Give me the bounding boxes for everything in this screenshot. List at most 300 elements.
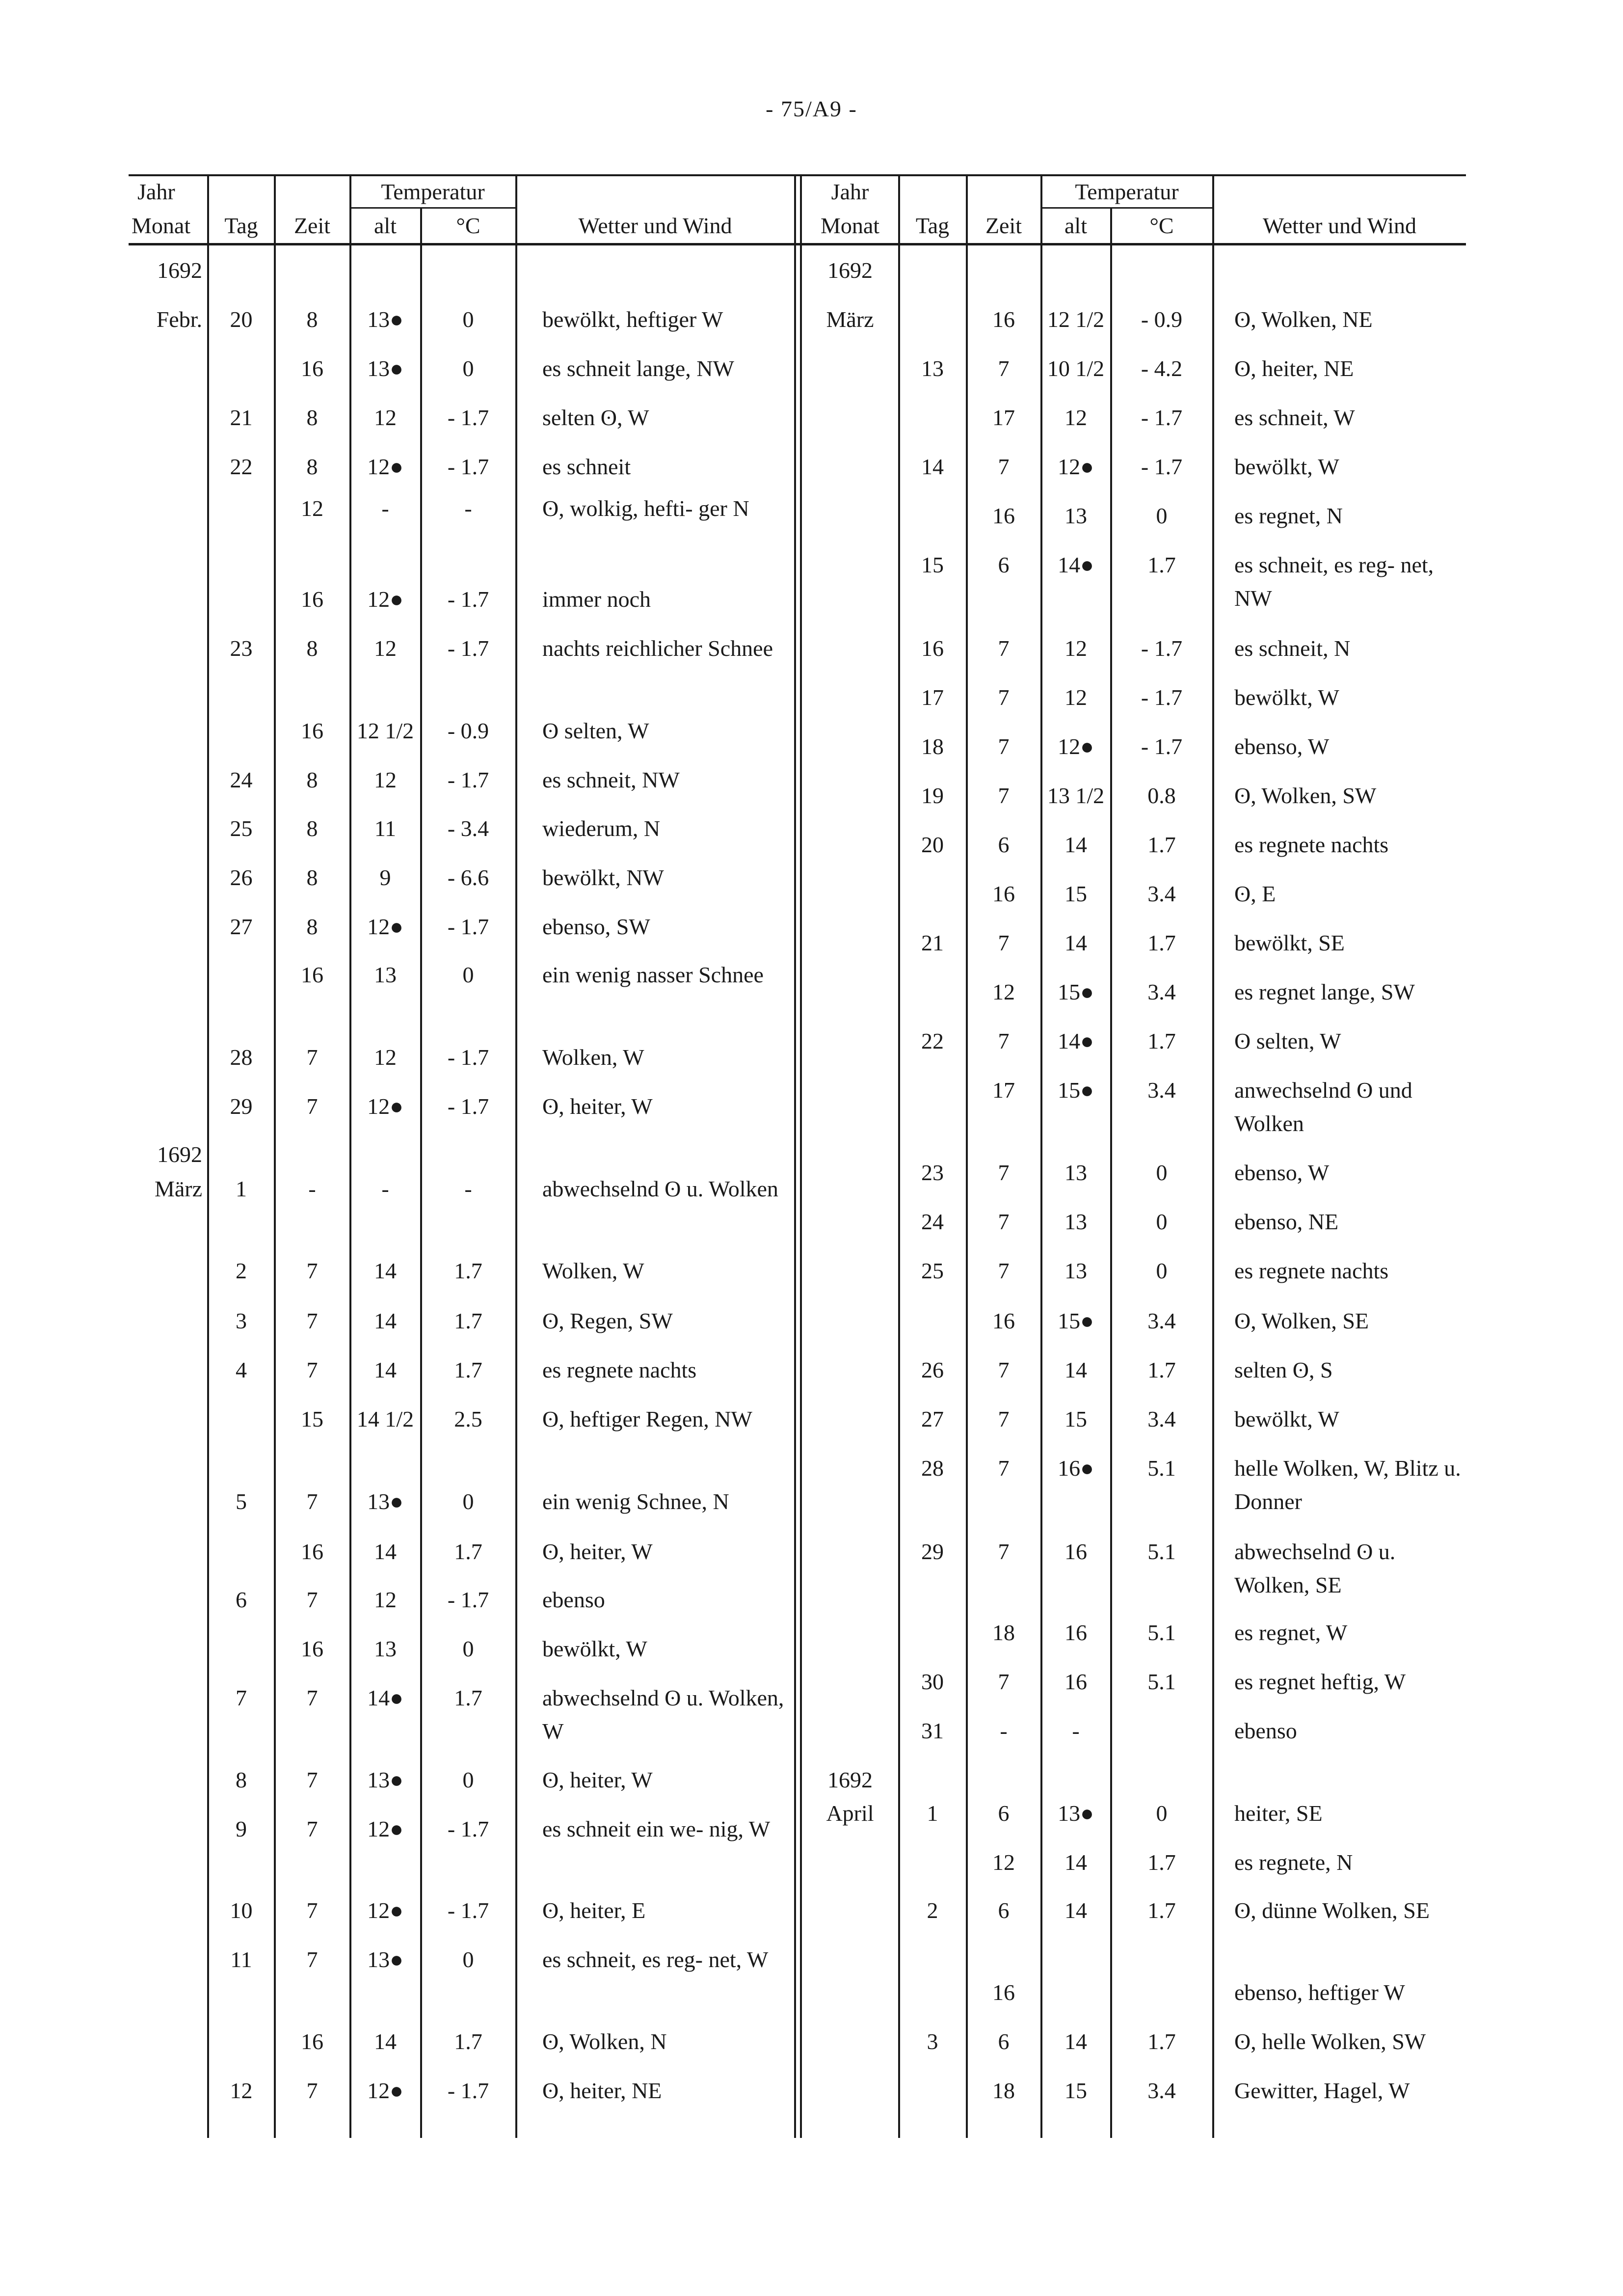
left-wetter-cell: wiederum, N (542, 816, 661, 841)
right-wetter-cell: bewölkt, W (1234, 454, 1339, 479)
right-tag-cell: 23 (921, 1160, 944, 1185)
header-temperatur: Temperatur (1075, 179, 1179, 204)
header-alt: alt (1064, 213, 1087, 238)
header-monat: Monat (132, 213, 191, 238)
right-c-cell: 0.8 (1147, 783, 1176, 808)
left-zeit-cell: 8 (306, 405, 318, 430)
left-wetter-cell: abwechselnd ʘ u. Wolken (542, 1176, 778, 1201)
left-tag-cell: 2 (236, 1258, 247, 1283)
left-zeit-cell: 7 (306, 1816, 318, 1841)
left-alt-cell: 12 (374, 1045, 397, 1070)
left-wetter-cell: es regnete nachts (542, 1357, 697, 1382)
right-c-cell: 1.7 (1147, 1028, 1176, 1053)
right-tag-cell: 19 (921, 783, 944, 808)
right-alt-cell: 16● (1058, 1456, 1094, 1481)
left-zeit-cell: 16 (301, 1636, 323, 1661)
table-divider (800, 175, 802, 2138)
right-c-cell: 5.1 (1147, 1620, 1176, 1645)
left-alt-cell: 12 (374, 1587, 397, 1612)
left-wetter-cell: ʘ, heiter, NE (542, 2078, 662, 2103)
header-jahr: Jahr (137, 179, 175, 204)
right-tag-cell: 18 (921, 734, 944, 759)
left-zeit-cell: 16 (301, 718, 323, 743)
left-tag-cell: 26 (230, 865, 253, 890)
left-tag-cell: 6 (236, 1587, 247, 1612)
right-zeit-cell: 6 (998, 832, 1010, 857)
left-alt-cell: 14 1/2 (356, 1406, 414, 1432)
temperatur-sub-rule-right (1040, 207, 1212, 209)
left-wetter-cell: bewölkt, heftiger W (542, 307, 723, 332)
left-c-cell: - 1.7 (447, 587, 489, 612)
right-tag-cell: 22 (921, 1028, 944, 1053)
right-c-cell: - 4.2 (1141, 356, 1183, 381)
right-c-cell: 3.4 (1147, 2078, 1176, 2103)
left-wetter-cell: es schneit (542, 454, 631, 479)
right-zeit-cell: 7 (998, 685, 1010, 710)
right-tag-cell: 16 (921, 636, 944, 661)
left-tag-cell: 3 (236, 1308, 247, 1333)
right-alt-cell: 13 (1064, 503, 1087, 528)
right-wetter-cell: ʘ, Wolken, NE (1234, 307, 1373, 332)
right-alt-cell: 12● (1058, 454, 1094, 479)
right-wetter-cell: ʘ, dünne Wolken, SE (1234, 1898, 1430, 1923)
left-alt-cell: 12● (367, 1094, 403, 1119)
header-wetter: Wetter und Wind (578, 213, 732, 238)
right-zeit-cell: 7 (998, 356, 1010, 381)
left-wetter-cell: ʘ, heiter, W (542, 1539, 653, 1564)
left-monat-cell: Febr. (156, 307, 202, 332)
right-alt-cell: 15● (1058, 1308, 1094, 1333)
left-zeit-cell: 8 (306, 816, 318, 841)
left-alt-cell: 12 (374, 636, 397, 661)
left-zeit-cell: 7 (306, 2078, 318, 2103)
right-wetter-cell: es regnete, N (1234, 1850, 1353, 1875)
right-alt-cell: 13 1/2 (1047, 783, 1105, 808)
right-c-cell: 0 (1156, 1209, 1168, 1234)
right-wetter-cell: bewölkt, W (1234, 685, 1339, 710)
left-wetter-cell: abwechselnd ʘ u. Wolken, W (542, 1685, 784, 1744)
left-wetter-cell: ʘ, Wolken, N (542, 2029, 667, 2054)
left-wetter-cell: ʘ, Regen, SW (542, 1308, 673, 1333)
left-alt-cell: 13● (367, 1489, 403, 1514)
right-monat-cell: April (826, 1801, 874, 1826)
left-zeit-cell: 12 (301, 496, 323, 521)
right-zeit-cell: 12 (992, 979, 1015, 1004)
right-tag-cell: 2 (927, 1898, 938, 1923)
left-alt-cell: 13● (367, 356, 403, 381)
right-zeit-cell: 7 (998, 734, 1010, 759)
right-tag-cell: 28 (921, 1456, 944, 1481)
left-c-cell: 1.7 (454, 1258, 482, 1283)
left-wetter-cell: ʘ, heiter, E (542, 1898, 646, 1923)
left-alt-cell: 11 (374, 816, 397, 841)
header-wetter: Wetter und Wind (1263, 213, 1416, 238)
left-c-cell: - 1.7 (447, 1094, 489, 1119)
header-temperatur: Temperatur (381, 179, 485, 204)
left-zeit-cell: 16 (301, 2029, 323, 2054)
left-alt-cell: - (381, 1176, 389, 1201)
right-wetter-cell: ebenso, W (1234, 1160, 1330, 1185)
right-tag-cell: 3 (927, 2029, 938, 2054)
left-zeit-cell: 16 (301, 1539, 323, 1564)
left-tag-cell: 7 (236, 1685, 247, 1710)
right-c-cell: 3.4 (1147, 1308, 1176, 1333)
left-zeit-cell: 8 (306, 307, 318, 332)
left-wetter-cell: ebenso (542, 1587, 605, 1612)
right-zeit-cell: 16 (992, 503, 1015, 528)
right-c-cell: - 1.7 (1141, 734, 1183, 759)
left-wetter-cell: ein wenig Schnee, N (542, 1489, 729, 1514)
left-zeit-cell: 16 (301, 587, 323, 612)
right-alt-cell: 12● (1058, 734, 1094, 759)
left-c-cell: 0 (462, 307, 474, 332)
right-tag-cell: 30 (921, 1669, 944, 1694)
right-wetter-cell: ʘ, E (1234, 881, 1276, 906)
left-alt-cell: 14 (374, 2029, 397, 2054)
right-zeit-cell: 12 (992, 1850, 1015, 1875)
right-alt-cell: 14● (1058, 552, 1094, 577)
right-zeit-cell: 16 (992, 1980, 1015, 2005)
right-alt-cell: 15 (1064, 881, 1087, 906)
right-zeit-cell: 7 (998, 1357, 1010, 1382)
right-c-cell: 1.7 (1147, 1898, 1176, 1923)
left-tag-cell: 27 (230, 914, 253, 939)
right-wetter-cell: es regnet, N (1234, 503, 1343, 528)
left-wetter-cell: es schneit ein we- nig, W (542, 1816, 771, 1841)
left-zeit-cell: 16 (301, 356, 323, 381)
right-zeit-cell: 7 (998, 1456, 1010, 1481)
left-alt-cell: 12 (374, 405, 397, 430)
right-wetter-cell: heiter, SE (1234, 1801, 1323, 1826)
right-zeit-cell: 7 (998, 930, 1010, 955)
left-wetter-cell: Wolken, W (542, 1258, 644, 1283)
left-c-cell: 1.7 (454, 1357, 482, 1382)
left-wetter-cell: ʘ, heiter, W (542, 1094, 653, 1119)
right-wetter-cell: ebenso, W (1234, 734, 1330, 759)
right-alt-cell: 16 (1064, 1539, 1087, 1564)
left-wetter-cell: bewölkt, W (542, 1636, 647, 1661)
right-wetter-cell: es regnet heftig, W (1234, 1669, 1406, 1694)
header-zeit: Zeit (293, 213, 331, 238)
left-monat-cell: 1692 (157, 1142, 202, 1167)
left-alt-cell: 13 (374, 1636, 397, 1661)
table-top-rule (129, 174, 1466, 176)
right-wetter-cell: helle Wolken, W, Blitz u. Donner (1234, 1456, 1461, 1514)
left-c-cell: 0 (462, 962, 474, 987)
right-alt-cell: 14 (1064, 930, 1087, 955)
right-wetter-cell: ebenso, NE (1234, 1209, 1339, 1234)
right-tag-cell: 27 (921, 1406, 944, 1432)
right-alt-cell: 12 (1064, 685, 1087, 710)
right-c-cell: 0 (1156, 1258, 1168, 1283)
header-zeit: Zeit (985, 213, 1022, 238)
col-rule (1212, 175, 1214, 2138)
left-c-cell: 2.5 (454, 1406, 482, 1432)
left-alt-cell: 14● (367, 1685, 403, 1710)
right-zeit-cell: 6 (998, 2029, 1010, 2054)
left-zeit-cell: 7 (306, 1947, 318, 1972)
right-zeit-cell: 7 (998, 1539, 1010, 1564)
left-zeit-cell: 7 (306, 1094, 318, 1119)
left-c-cell: 0 (462, 1947, 474, 1972)
header-monat: Monat (820, 213, 880, 238)
left-alt-cell: 14 (374, 1539, 397, 1564)
left-alt-cell: - (381, 496, 389, 521)
left-zeit-cell: 8 (306, 914, 318, 939)
right-wetter-cell: ʘ selten, W (1234, 1028, 1341, 1053)
right-alt-cell: 14 (1064, 832, 1087, 857)
left-alt-cell: 12 (374, 767, 397, 792)
left-zeit-cell: 7 (306, 1045, 318, 1070)
left-zeit-cell: 7 (306, 1308, 318, 1333)
left-c-cell: - 1.7 (447, 914, 489, 939)
left-tag-cell: 28 (230, 1045, 253, 1070)
right-c-cell: 1.7 (1147, 1357, 1176, 1382)
left-wetter-cell: ein wenig nasser Schnee (542, 962, 764, 987)
left-alt-cell: 13● (367, 1767, 403, 1792)
right-alt-cell: 15● (1058, 1078, 1094, 1103)
left-wetter-cell: Wolken, W (542, 1045, 644, 1070)
right-zeit-cell: 16 (992, 307, 1015, 332)
right-tag-cell: 25 (921, 1258, 944, 1283)
left-c-cell: - 0.9 (447, 718, 489, 743)
left-c-cell: 1.7 (454, 2029, 482, 2054)
right-c-cell: - 1.7 (1141, 405, 1183, 430)
left-zeit-cell: 7 (306, 1258, 318, 1283)
right-c-cell: - 1.7 (1141, 454, 1183, 479)
right-c-cell: - 1.7 (1141, 685, 1183, 710)
right-zeit-cell: 7 (998, 454, 1010, 479)
right-c-cell: 1.7 (1147, 552, 1176, 577)
left-alt-cell: 12● (367, 587, 403, 612)
left-alt-cell: 12 1/2 (356, 718, 414, 743)
right-zeit-cell: 7 (998, 1258, 1010, 1283)
left-monat-cell: März (154, 1176, 202, 1201)
left-zeit-cell: 7 (306, 1357, 318, 1382)
right-c-cell: 3.4 (1147, 881, 1176, 906)
left-zeit-cell: - (308, 1176, 316, 1201)
right-tag-cell: 24 (921, 1209, 944, 1234)
right-wetter-cell: es schneit, W (1234, 405, 1355, 430)
right-wetter-cell: es schneit, es reg- net, NW (1234, 552, 1434, 611)
left-c-cell: - 1.7 (447, 1816, 489, 1841)
left-c-cell: - 3.4 (447, 816, 489, 841)
right-alt-cell: - (1072, 1718, 1080, 1743)
left-alt-cell: 14 (374, 1308, 397, 1333)
right-zeit-cell: 7 (998, 1160, 1010, 1185)
header-tag: Tag (915, 213, 950, 238)
right-c-cell: - 1.7 (1141, 636, 1183, 661)
left-wetter-cell: ʘ, heftiger Regen, NW (542, 1406, 752, 1432)
right-alt-cell: 14 (1064, 2029, 1087, 2054)
left-zeit-cell: 7 (306, 1767, 318, 1792)
right-zeit-cell: - (1000, 1718, 1008, 1743)
right-tag-cell: 15 (921, 552, 944, 577)
left-tag-cell: 4 (236, 1357, 247, 1382)
right-wetter-cell: es regnet lange, SW (1234, 979, 1415, 1004)
right-alt-cell: 14 (1064, 1357, 1087, 1382)
left-c-cell: 0 (462, 1767, 474, 1792)
header-bottom-rule (129, 243, 1466, 245)
left-zeit-cell: 15 (301, 1406, 323, 1432)
left-tag-cell: 22 (230, 454, 253, 479)
header-celsius: °C (456, 213, 480, 238)
left-alt-cell: 12● (367, 1898, 403, 1923)
right-wetter-cell: ʘ, helle Wolken, SW (1234, 2029, 1426, 2054)
left-tag-cell: 25 (230, 816, 253, 841)
left-c-cell: - 1.7 (447, 1587, 489, 1612)
page-number: - 75/A9 - (766, 96, 857, 121)
right-c-cell: 3.4 (1147, 1078, 1176, 1103)
header-tag: Tag (224, 213, 258, 238)
right-tag-cell: 20 (921, 832, 944, 857)
table-divider (794, 175, 796, 2138)
left-tag-cell: 20 (230, 307, 253, 332)
right-c-cell: 1.7 (1147, 832, 1176, 857)
left-alt-cell: 14 (374, 1357, 397, 1382)
right-wetter-cell: bewölkt, SE (1234, 930, 1345, 955)
right-tag-cell: 21 (921, 930, 944, 955)
right-zeit-cell: 7 (998, 1028, 1010, 1053)
right-c-cell: 5.1 (1147, 1456, 1176, 1481)
right-tag-cell: 17 (921, 685, 944, 710)
right-alt-cell: 13 (1064, 1258, 1087, 1283)
left-tag-cell: 5 (236, 1489, 247, 1514)
right-wetter-cell: bewölkt, W (1234, 1406, 1339, 1432)
right-c-cell: 5.1 (1147, 1539, 1176, 1564)
right-zeit-cell: 17 (992, 1078, 1015, 1103)
left-zeit-cell: 7 (306, 1587, 318, 1612)
right-wetter-cell: ebenso, heftiger W (1234, 1980, 1405, 2005)
left-c-cell: 1.7 (454, 1685, 482, 1710)
right-wetter-cell: ʘ, Wolken, SW (1234, 783, 1377, 808)
right-c-cell: 1.7 (1147, 1850, 1176, 1875)
left-alt-cell: 13● (367, 1947, 403, 1972)
right-tag-cell: 1 (927, 1801, 938, 1826)
right-alt-cell: 15● (1058, 979, 1094, 1004)
left-c-cell: - 1.7 (447, 1898, 489, 1923)
header-celsius: °C (1149, 213, 1174, 238)
right-zeit-cell: 18 (992, 2078, 1015, 2103)
right-zeit-cell: 6 (998, 552, 1010, 577)
left-tag-cell: 1 (236, 1176, 247, 1201)
right-c-cell: - 0.9 (1141, 307, 1183, 332)
right-wetter-cell: es regnet, W (1234, 1620, 1348, 1645)
right-alt-cell: 15 (1064, 2078, 1087, 2103)
left-c-cell: - (464, 496, 472, 521)
right-monat-cell: 1692 (827, 258, 873, 283)
left-c-cell: - 1.7 (447, 405, 489, 430)
right-zeit-cell: 6 (998, 1898, 1010, 1923)
right-monat-cell: 1692 (827, 1767, 873, 1792)
left-tag-cell: 10 (230, 1898, 253, 1923)
left-zeit-cell: 7 (306, 1685, 318, 1710)
left-zeit-cell: 7 (306, 1489, 318, 1514)
right-alt-cell: 13● (1058, 1801, 1094, 1826)
left-alt-cell: 9 (379, 865, 391, 890)
right-tag-cell: 31 (921, 1718, 944, 1743)
left-wetter-cell: bewölkt, NW (542, 865, 664, 890)
right-zeit-cell: 7 (998, 783, 1010, 808)
left-c-cell: - 1.7 (447, 636, 489, 661)
right-c-cell: 1.7 (1147, 930, 1176, 955)
left-c-cell: 0 (462, 1636, 474, 1661)
left-c-cell: - (464, 1176, 472, 1201)
right-wetter-cell: Gewitter, Hagel, W (1234, 2078, 1410, 2103)
right-tag-cell: 13 (921, 356, 944, 381)
left-wetter-cell: es schneit lange, NW (542, 356, 734, 381)
left-wetter-cell: ebenso, SW (542, 914, 650, 939)
right-alt-cell: 16 (1064, 1669, 1087, 1694)
right-zeit-cell: 7 (998, 1209, 1010, 1234)
left-c-cell: - 6.6 (447, 865, 489, 890)
left-c-cell: - 1.7 (447, 454, 489, 479)
left-tag-cell: 29 (230, 1094, 253, 1119)
header-jahr: Jahr (831, 179, 869, 204)
left-tag-cell: 21 (230, 405, 253, 430)
left-alt-cell: 12● (367, 1816, 403, 1841)
left-tag-cell: 8 (236, 1767, 247, 1792)
left-tag-cell: 24 (230, 767, 253, 792)
left-wetter-cell: ʘ, wolkig, hefti- ger N (542, 496, 749, 521)
right-alt-cell: 12 (1064, 636, 1087, 661)
right-c-cell: 3.4 (1147, 1406, 1176, 1432)
left-zeit-cell: 8 (306, 865, 318, 890)
left-tag-cell: 9 (236, 1816, 247, 1841)
left-c-cell: 0 (462, 1489, 474, 1514)
right-wetter-cell: es regnete nachts (1234, 832, 1389, 857)
right-c-cell: 3.4 (1147, 979, 1176, 1004)
right-alt-cell: 12 1/2 (1047, 307, 1105, 332)
right-c-cell: 1.7 (1147, 2029, 1176, 2054)
right-wetter-cell: selten ʘ, S (1234, 1357, 1333, 1382)
left-wetter-cell: nachts reichlicher Schnee (542, 636, 773, 661)
right-c-cell: 5.1 (1147, 1669, 1176, 1694)
right-alt-cell: 14● (1058, 1028, 1094, 1053)
col-rule (515, 175, 517, 2138)
left-alt-cell: 12● (367, 914, 403, 939)
right-wetter-cell: es regnete nachts (1234, 1258, 1389, 1283)
right-wetter-cell: es schneit, N (1234, 636, 1351, 661)
right-alt-cell: 12 (1064, 405, 1087, 430)
right-zeit-cell: 7 (998, 1406, 1010, 1432)
right-alt-cell: 15 (1064, 1406, 1087, 1432)
right-zeit-cell: 7 (998, 636, 1010, 661)
left-wetter-cell: selten ʘ, W (542, 405, 649, 430)
left-wetter-cell: immer noch (542, 587, 651, 612)
left-wetter-cell: es schneit, es reg- net, W (542, 1947, 769, 1972)
right-tag-cell: 26 (921, 1357, 944, 1382)
right-alt-cell: 13 (1064, 1209, 1087, 1234)
left-wetter-cell: ʘ, heiter, W (542, 1767, 653, 1792)
left-alt-cell: 12● (367, 454, 403, 479)
left-tag-cell: 11 (230, 1947, 252, 1972)
left-zeit-cell: 8 (306, 636, 318, 661)
left-tag-cell: 23 (230, 636, 253, 661)
left-c-cell: 0 (462, 356, 474, 381)
right-zeit-cell: 18 (992, 1620, 1015, 1645)
right-alt-cell: 14 (1064, 1850, 1087, 1875)
right-alt-cell: 16 (1064, 1620, 1087, 1645)
left-alt-cell: 13● (367, 307, 403, 332)
left-c-cell: 1.7 (454, 1308, 482, 1333)
left-zeit-cell: 8 (306, 454, 318, 479)
left-alt-cell: 12● (367, 2078, 403, 2103)
temperatur-sub-rule-left (349, 207, 515, 209)
left-tag-cell: 12 (230, 2078, 253, 2103)
right-c-cell: 0 (1156, 1801, 1168, 1826)
right-wetter-cell: anwechselnd ʘ und Wolken (1234, 1078, 1412, 1136)
